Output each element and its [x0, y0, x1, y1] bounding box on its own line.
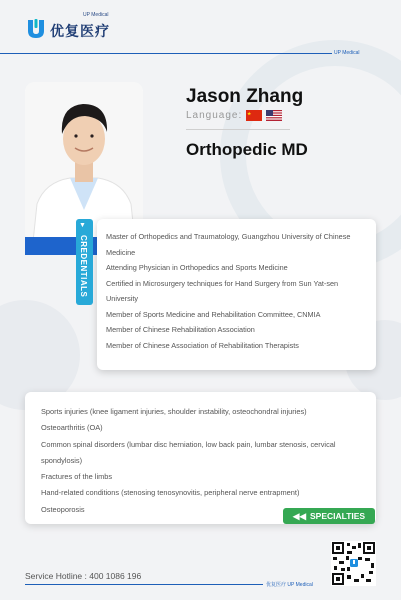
credentials-tab-label: CREDENTIALS: [79, 235, 88, 298]
footer-divider: [25, 584, 263, 585]
credential-item: Master of Orthopedics and Traumatology, Guangzhou University of Chinese Medicine: [106, 232, 351, 257]
credential-item: Member of Chinese Association of Rehabilitation Therapists: [106, 340, 299, 350]
specialty-item: Osteoarthritis (OA): [41, 423, 103, 433]
credential-item: Member of Sports Medicine and Rehabilitation Committee, CNMIA: [106, 309, 321, 319]
name-divider: [186, 129, 290, 130]
specialties-card: [25, 392, 376, 524]
doctor-title: Orthopedic MD: [186, 140, 308, 159]
credential-item: Certified in Microsurgery techniques for Hand Surgery from Sun Yat-sen University: [106, 278, 339, 303]
qr-code-icon: [331, 541, 376, 586]
service-hotline: Service Hotline : 400 1086 196: [25, 571, 142, 581]
credential-item: Attending Physician in Orthopedics and Sports Medicine: [106, 263, 288, 272]
header-divider: [0, 53, 332, 54]
specialties-list: [41, 404, 371, 518]
credentials-tab: [76, 219, 93, 305]
up-medical-logo-icon: [26, 18, 46, 40]
specialty-item: Sports injuries (knee ligament injuries, shoulder instability, osteochondral injuries): [41, 407, 307, 416]
china-flag-icon: [246, 110, 262, 121]
header: [0, 0, 401, 60]
double-chevron-down-icon: ▼: [79, 222, 86, 229]
header-brand-tag: UP Medical: [334, 50, 360, 56]
logo-english-text: UP Medical: [83, 12, 109, 18]
specialties-badge: [283, 508, 375, 524]
doctor-portrait-image: [25, 82, 143, 242]
credentials-list: [106, 229, 372, 353]
credentials-card: [97, 219, 376, 370]
doctor-name: Jason Zhang: [186, 86, 304, 107]
credential-item: Member of Chinese Rehabilitation Association: [106, 325, 255, 334]
specialties-badge-label: SPECIALTIES: [309, 511, 366, 521]
specialty-item: Osteoporosis: [41, 504, 85, 514]
usa-flag-icon: [266, 110, 282, 121]
logo-chinese-text: 优复医疗: [50, 24, 110, 40]
language-label: Language:: [186, 110, 243, 121]
footer-brand-tag: 优复医疗 UP Medical: [266, 582, 313, 588]
doctor-portrait: [25, 82, 143, 242]
specialty-item: Common spinal disorders (lumbar disc herniation, low back pain, lumbar stenosis, cervical spondylosis): [41, 439, 336, 465]
language-row: [186, 110, 282, 121]
specialty-item: Hand-related conditions (stenosing tenosynovitis, peripheral nerve entrapment): [41, 488, 300, 498]
double-chevron-left-icon: ◀◀: [292, 510, 306, 521]
specialty-item: Fractures of the limbs: [41, 472, 113, 482]
